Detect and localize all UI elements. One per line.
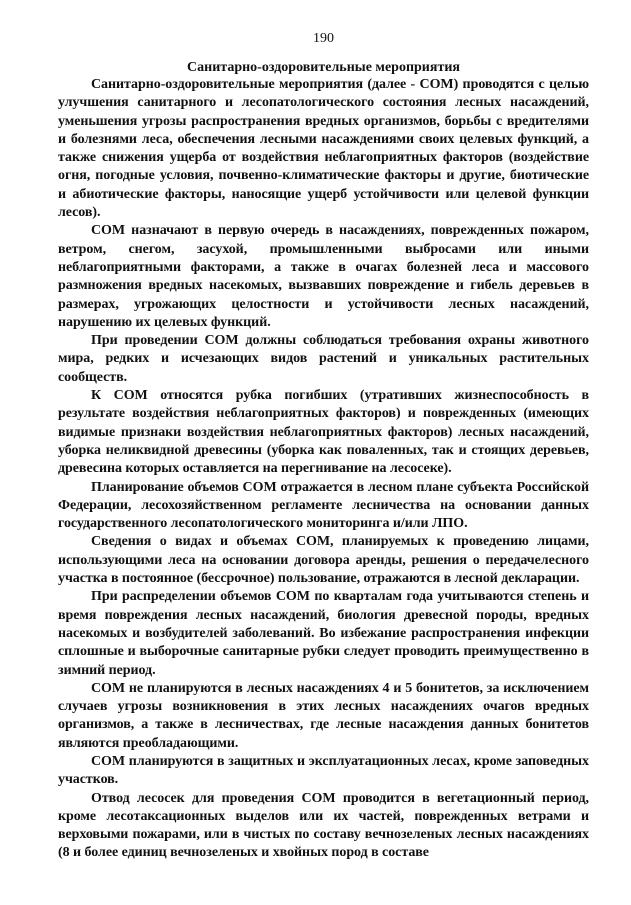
paragraph-types: К СОМ относятся рубка погибших (утративших жизнеспособность в результате воздействия неблагоприятных факторов) и поврежденных (имеющих видимые признаки воздействия неблагоприятных факторов) лесных насаждений, уборка неликвидной древесины (уборка как поваленных, так и стоящих деревьев, древесина которых оставляется на перегнивание на лесосеке). bbox=[58, 388, 589, 477]
section-heading: Санитарно-оздоровительные мероприятия bbox=[187, 60, 460, 75]
page-number: 190 bbox=[313, 31, 334, 46]
paragraph-protection: При проведении СОМ должны соблюдаться требования охраны животного мира, редких и исчезающих видов растений и уникальных растительных сообществ. bbox=[58, 333, 589, 385]
document-page bbox=[58, 30, 589, 863]
paragraph-declaration: Сведения о видах и объемах СОМ, планируемых к проведению лицами, использующими леса на основании договора аренды, решения о передачелесного участка в постоянное (бессрочное) пользование, отражаются в лесной декларации. bbox=[58, 534, 589, 587]
paragraph-forests: СОМ планируются в защитных и эксплуатационных лесах, кроме заповедных участков. bbox=[58, 753, 589, 788]
paragraph-assignment: СОМ назначают в первую очередь в насаждениях, поврежденных пожаром, ветром, снегом, засухой, промышленными выбросами или иными неблагоприятными факторами, а также в очагах болезней леса и массового размножения вредных насекомых, вызвавших повреждение и гибель деревьев в размерах, угрожающих целостности и устойчивости лесных насаждений, нарушению их целевых функций. bbox=[58, 223, 589, 330]
paragraph-planning: Планирование объемов СОМ отражается в лесном плане субъекта Российской Федерации, лесохозяйственном регламенте лесничества на основании данных государственного лесопатологического мониторинга и/или ЛПО. bbox=[58, 479, 589, 532]
paragraph-distribution: При распределении объемов СОМ по кварталам года учитываются степень и время повреждения лесных насаждений, биология древесной породы, вредных насекомых и возбудителей заболеваний. Во избежание распространения инфекции сплошные и выборочные санитарные рубки следует проводить преимущественно в зимний период. bbox=[58, 589, 589, 678]
paragraph-bonitet: СОМ не планируются в лесных насаждениях 4 и 5 бонитетов, за исключением случаев угрозы возникновения в этих лесных насаждениях очагов вредных организмов, а также в лесничествах, где лесные насаждения данных бонитетов являются преобладающими. bbox=[58, 680, 589, 751]
paragraph-purpose: Санитарно-оздоровительные мероприятия (далее - СОМ) проводятся с целью улучшения санитарного и лесопатологического состояния лесных насаждений, уменьшения угрозы распространения вредных организмов, борьбы с вредителями и болезнями леса, обеспечения лесными насаждениями своих целевых функций, а также снижения ущерба от воздействия неблагоприятных факторов (воздействие огня, погодные условия, почвенно-климатические факторы и другие, биотические и абиотические факторы, наносящие ущерб устойчивости или целевой функции лесов). bbox=[58, 77, 589, 221]
paragraph-allotment: Отвод лесосек для проведения СОМ проводится в вегетационный период, кроме лесотаксационных выделов или их частей, поврежденных ветрами и верховыми пожарами, или в чистых по составу вечнозеленых лесных насаждениях (8 и более единиц вечнозеленых и хвойных пород в составе bbox=[58, 790, 589, 861]
